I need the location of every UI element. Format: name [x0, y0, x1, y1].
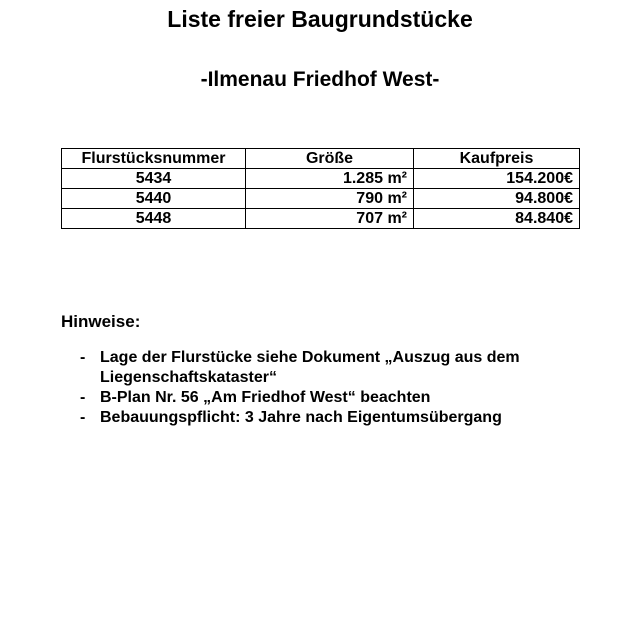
note-text: Lage der Flurstücke siehe Dokument „Auszug aus dem Liegenschaftskataster“: [100, 349, 520, 386]
notes-heading: Hinweise:: [61, 312, 141, 331]
list-bullet: -: [80, 409, 86, 426]
table-header-row: [62, 149, 580, 169]
plot-number-cell: 5448: [62, 209, 246, 229]
list-item: [61, 408, 621, 428]
column-header-price: Kaufpreis: [414, 149, 580, 169]
plots-table: [61, 148, 580, 229]
list-bullet: -: [80, 389, 86, 406]
plot-number-cell: 5434: [62, 169, 246, 189]
page-title: Liste freier Baugrundstücke: [167, 6, 473, 32]
table-row: [62, 209, 580, 229]
column-header-plot-number: Flurstücksnummer: [62, 149, 246, 169]
list-item: [61, 348, 621, 388]
list-item: [61, 388, 621, 408]
plot-number-cell: 5440: [62, 189, 246, 209]
table-row: [62, 189, 580, 209]
column-header-size: Größe: [246, 149, 414, 169]
size-cell: 790 m²: [246, 189, 414, 209]
list-bullet: -: [80, 349, 86, 366]
price-cell: 154.200€: [414, 169, 580, 189]
notes-list: [61, 348, 621, 428]
size-cell: 707 m²: [246, 209, 414, 229]
price-cell: 94.800€: [414, 189, 580, 209]
price-cell: 84.840€: [414, 209, 580, 229]
note-text: Bebauungspflicht: 3 Jahre nach Eigentumsübergang: [100, 409, 502, 426]
size-cell: 1.285 m²: [246, 169, 414, 189]
table-row: [62, 169, 580, 189]
page-subtitle: -Ilmenau Friedhof West-: [200, 68, 440, 91]
note-text: B-Plan Nr. 56 „Am Friedhof West“ beachten: [100, 389, 431, 406]
